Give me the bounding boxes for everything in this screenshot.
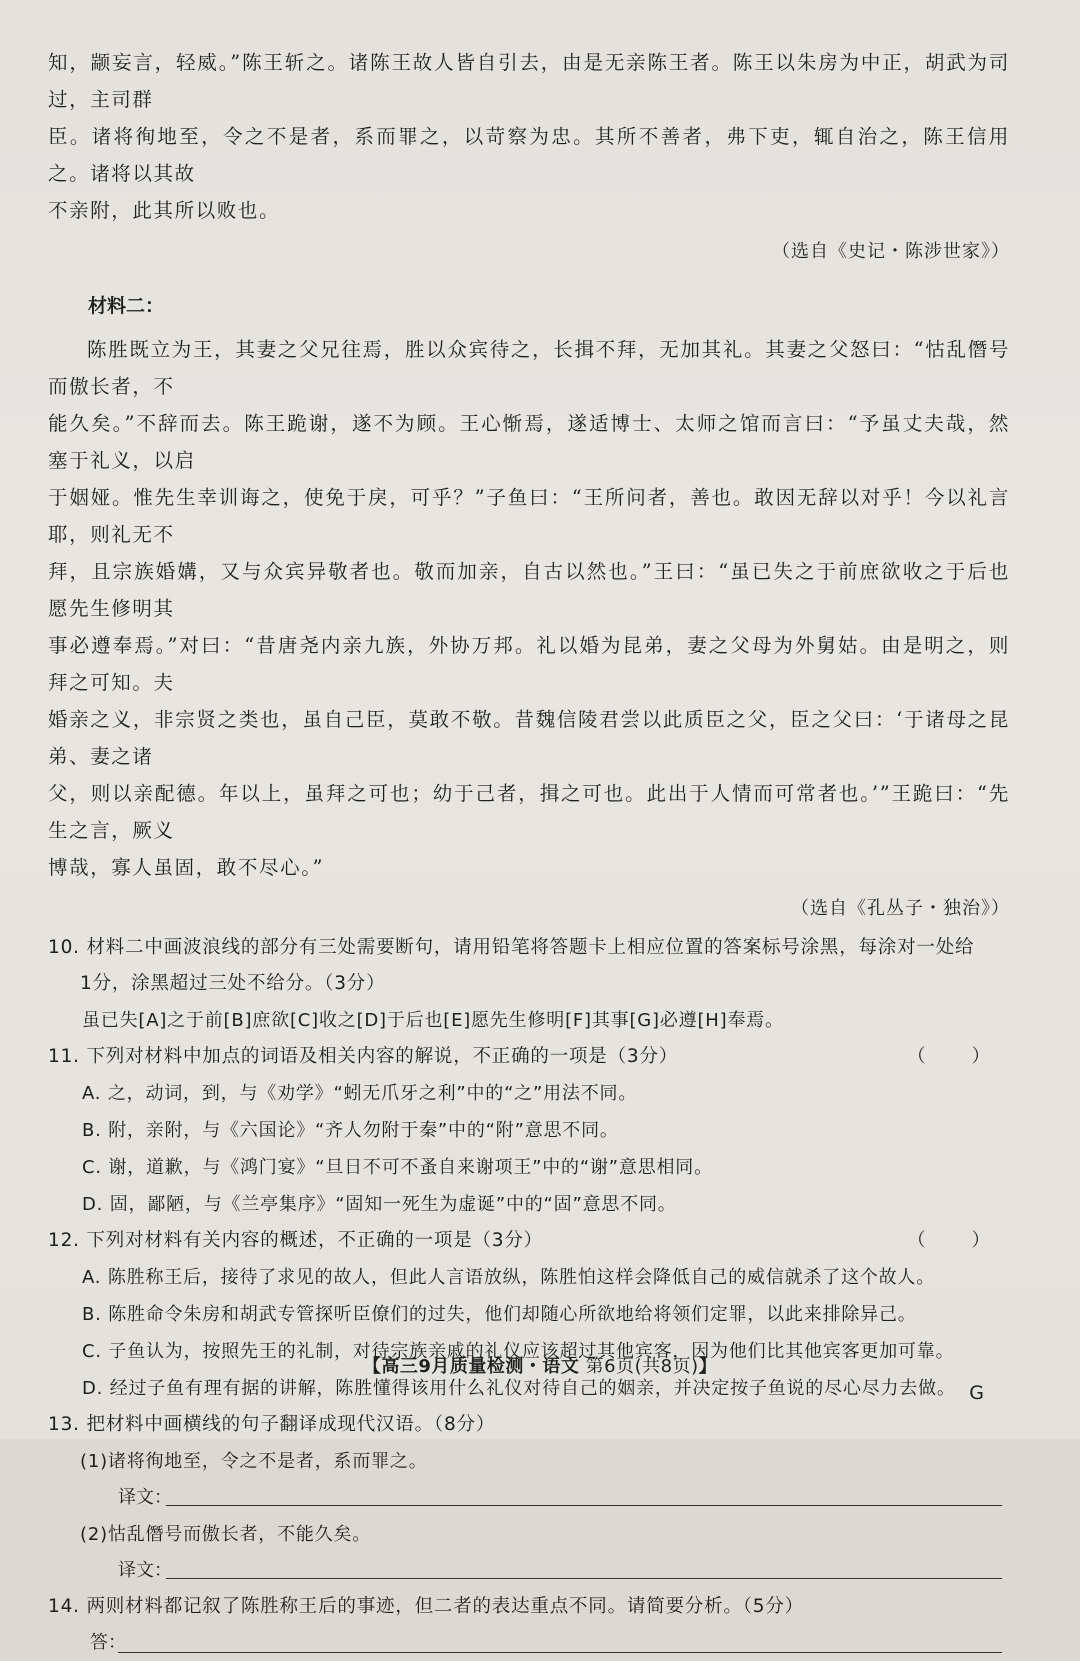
question-10-line2: 1分，涂黑超过三处不给分。（3分） — [80, 973, 386, 994]
question-13-stem: 13. 把材料中画横线的句子翻译成现代汉语。（8分） — [48, 1414, 496, 1435]
answer-rule — [166, 1578, 1002, 1579]
question-12-option-c: C. 子鱼认为，按照先王的礼制，对待宗族亲戚的礼仪应该超过其他宾客，因为他们比其他宾客更加可靠。 — [82, 1341, 955, 1362]
answer-rule — [166, 1505, 1002, 1506]
question-12-option-d: D. 经过子鱼有理有据的讲解，陈胜懂得该用什么礼仪对待自己的姻亲，并决定按子鱼说的尽心尽力去做。 — [82, 1378, 956, 1399]
question-13-item2: (2)怙乱僭号而傲长者，不能久矣。 — [80, 1524, 372, 1545]
question-11-answer-bracket[interactable]: （ ） — [907, 1046, 1010, 1067]
passage1-line3: 不亲附，此其所以败也。 — [48, 199, 281, 222]
question-13-item1: (1)诸将徇地至，令之不是者，系而罪之。 — [80, 1451, 428, 1472]
footer-page-number: 第6页(共8页) — [585, 1356, 699, 1377]
material2-line: 陈胜既立为王，其妻之父兄往焉，胜以众宾待之，长揖不拜，无加其礼。其妻之父怒曰：“怙乱僭号而傲长者，不 — [48, 338, 1010, 398]
material2-line: 能久矣。”不辞而去。陈王跪谢，遂不为顾。王心惭焉，遂适博士、太师之馆而言曰：“予虽丈夫哉，然塞于礼义，以启 — [48, 412, 1010, 472]
passage1-line2: 臣。诸将徇地至，令之不是者，系而罪之，以苛察为忠。其所不善者，弗下吏，辄自治之，陈王信用之。诸将以其故 — [48, 125, 1010, 185]
question-12-answer-bracket[interactable]: （ ） — [907, 1230, 1010, 1251]
question-13-answer2[interactable] — [48, 1553, 1010, 1589]
footer-bracket-open: 【 — [362, 1356, 382, 1377]
corner-mark: G — [969, 1382, 984, 1404]
question-11-option-a: A. 之，动词，到，与《劝学》“蚓无爪牙之利”中的“之”用法不同。 — [82, 1083, 638, 1104]
question-11-stem: 11. 下列对材料中加点的词语及相关内容的解说，不正确的一项是（3分） — [48, 1046, 679, 1067]
question-11-option-c: C. 谢，道歉，与《鸿门宴》“旦日不可不蚤自来谢项王”中的“谢”意思相同。 — [82, 1157, 713, 1178]
question-12-stem: 12. 下列对材料有关内容的概述，不正确的一项是（3分） — [48, 1230, 543, 1251]
question-10-line1: 10. 材料二中画波浪线的部分有三处需要断句，请用铅笔将答题卡上相应位置的答案标号涂黑，每涂对一处给 — [48, 937, 975, 958]
material2-source: （选自《孔丛子・独治》） — [791, 898, 1010, 919]
question-10-options: 虽已失[A]之于前[B]庶欲[C]收之[D]于后也[E]愿先生修明[F]其事[G]必遵[H]奉焉。 — [82, 1010, 784, 1031]
material2-line: 婚亲之义，非宗贤之类也，虽自己臣，莫敢不敬。昔魏信陵君尝以此质臣之父，臣之父曰：‘于诸母之昆弟、妻之诸 — [48, 708, 1010, 768]
question-11-option-b: B. 附，亲附，与《六国论》“齐人勿附于秦”中的“附”意思不同。 — [82, 1120, 619, 1141]
question-12-stem-row — [48, 1223, 1010, 1259]
page-footer — [0, 1352, 1080, 1378]
question-14-stem: 14. 两则材料都记叙了陈胜称王后的事迹，但二者的表达重点不同。请简要分析。（5分） — [48, 1596, 804, 1617]
material2-line: 父，则以亲配德。年以上，虽拜之可也；幼于己者，揖之可也。此出于人情而可常者也。’”王跪曰：“先生之言，厥义 — [48, 782, 1010, 842]
translation-label: 译文： — [118, 1560, 172, 1581]
passage1-source: （选自《史记・陈涉世家》） — [772, 241, 1010, 262]
answer-label: 答： — [90, 1632, 126, 1653]
question-14-answer[interactable] — [48, 1625, 1010, 1661]
material2-line: 事必遵奉焉。”对曰：“昔唐尧内亲九族，外协万邦。礼以婚为昆弟，妻之父母为外舅姑。由是明之，则拜之可知。夫 — [48, 634, 1010, 694]
question-12-option-a: A. 陈胜称王后，接待了求见的故人，但此人言语放纵，陈胜怕这样会降低自己的威信就杀了这个故人。 — [82, 1267, 936, 1288]
question-12-option-b: B. 陈胜命令朱房和胡武专管探听臣僚们的过失，他们却随心所欲地给将领们定罪，以此来排除异己。 — [82, 1304, 917, 1325]
question-13-answer1[interactable] — [48, 1480, 1010, 1516]
question-11-option-d: D. 固，鄙陋，与《兰亭集序》“固知一死生为虚诞”中的“固”意思不同。 — [82, 1194, 677, 1215]
material2-heading: 材料二： — [88, 295, 165, 317]
material2-line: 于姻娅。惟先生幸训诲之，使免于戾，可乎？”子鱼曰：“王所问者，善也。敢因无辞以对乎！今以礼言耶，则礼无不 — [48, 486, 1010, 546]
translation-label: 译文： — [118, 1487, 172, 1508]
material2-line: 博哉，寡人虽固，敢不尽心。” — [48, 856, 325, 879]
material2-line: 拜，且宗族婚媾，又与众宾异敬者也。敬而加亲，自古以然也。”王曰：“虽已失之于前庶欲收之于后也愿先生修明其 — [48, 560, 1010, 620]
answer-rule — [118, 1652, 1002, 1653]
passage1-line1: 知，颛妄言，轻威。”陈王斩之。诸陈王故人皆自引去，由是无亲陈王者。陈王以朱房为中正，胡武为司过，主司群 — [48, 51, 1010, 111]
footer-title: 高三9月质量检测・语文 — [381, 1356, 580, 1377]
footer-bracket-close: 】 — [698, 1356, 718, 1377]
question-11-stem-row — [48, 1039, 1010, 1075]
